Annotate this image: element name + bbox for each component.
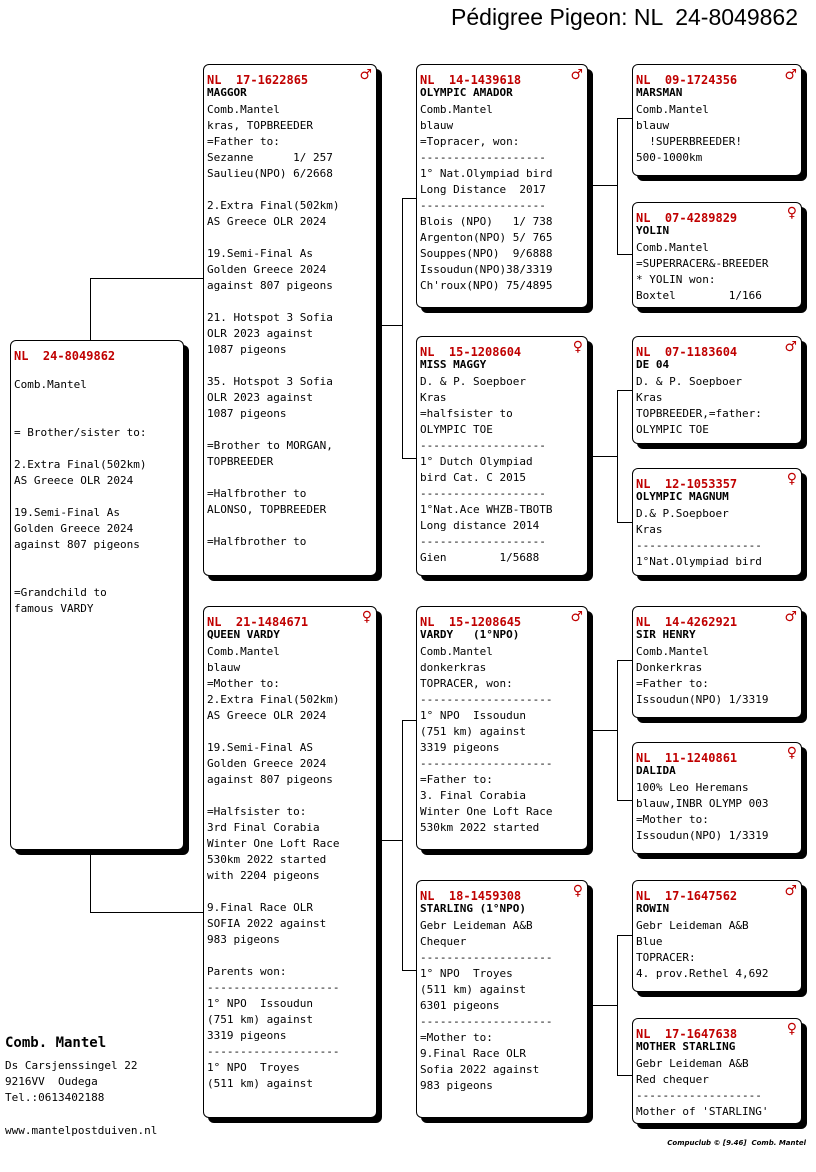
detail-line (207, 182, 339, 198)
connector-line (617, 390, 618, 522)
detail-line: D.& P.Soepboer (636, 507, 729, 520)
footer-credit: Compuclub © [9.46] Comb. Mantel (667, 1139, 806, 1147)
great-grandmother-card (632, 742, 802, 854)
pigeon-name: DALIDA (636, 764, 676, 777)
connector-line (592, 185, 617, 186)
detail-line: Issoudun(NPO)38/3319 (420, 263, 553, 276)
connector-line (402, 970, 416, 971)
detail-line: OLYMPIC TOE (636, 423, 709, 436)
detail-line: Boxtel 1/166 (636, 289, 762, 302)
detail-line: 3rd Final Corabia (207, 821, 320, 834)
detail-line: ------------------- (420, 151, 546, 164)
detail-line: Winter One Loft Race (420, 805, 553, 818)
ring-number: NL 11-1240861 (636, 751, 738, 765)
detail-line: Comb.Mantel (636, 103, 709, 116)
ring-number: NL 18-1459308 (420, 889, 522, 903)
great-grandmother-card (632, 468, 802, 576)
connector-line (402, 720, 403, 970)
detail-line: 21. Hotspot 3 Sofia (207, 311, 333, 324)
connector-line (402, 720, 416, 721)
detail-line (14, 569, 146, 585)
father-card (203, 64, 377, 576)
detail-line: 3. Final Corabia (420, 789, 526, 802)
pigeon-name: MOTHER STARLING (636, 1040, 736, 1053)
female-icon: ♀ (786, 1021, 797, 1037)
ring-number: NL 17-1647638 (636, 1027, 738, 1041)
pigeon-name: VARDY (1°NPO) (420, 628, 520, 641)
detail-line: =Father to: (420, 773, 493, 786)
pigeon-details (636, 780, 768, 844)
detail-line: blauw (207, 661, 241, 674)
detail-line: blauw (420, 119, 454, 132)
detail-line: Souppes(NPO) 9/6888 (420, 247, 553, 260)
pigeon-details (14, 361, 146, 617)
detail-line: 9.Final Race OLR (420, 1047, 526, 1060)
detail-line: = Brother/sister to: (14, 426, 147, 439)
detail-line: Gien 1/5688 (420, 551, 540, 564)
connector-line (592, 730, 617, 731)
detail-line: 3319 pigeons (207, 1029, 287, 1042)
detail-line: Comb.Mantel (207, 103, 280, 116)
detail-line: Issoudun(NPO) 1/3319 (636, 829, 769, 842)
connector-line (617, 118, 633, 119)
detail-line (14, 409, 146, 425)
detail-line: =Halfsister to: (207, 805, 307, 818)
pigeon-details (420, 918, 552, 1094)
detail-line: TOPRACER, won: (420, 677, 513, 690)
connector-line (617, 118, 618, 254)
pigeon-details (636, 1056, 768, 1120)
detail-line: Parents won: (207, 965, 287, 978)
detail-line: OLR 2023 against (207, 391, 313, 404)
detail-line: ------------------- (420, 535, 546, 548)
detail-line: 1°Nat.Olympiad bird (636, 555, 762, 568)
connector-line (90, 278, 91, 340)
detail-line: Blue (636, 935, 663, 948)
detail-line: ALONSO, TOPBREEDER (207, 503, 327, 516)
detail-line: OLR 2023 against (207, 327, 313, 340)
female-icon: ♀ (786, 471, 797, 487)
owner-website[interactable]: www.mantelpostduiven.nl (5, 1124, 158, 1137)
connector-line (617, 390, 633, 391)
detail-line: Kras (636, 523, 663, 536)
connector-line (402, 458, 416, 459)
great-grandfather-card (632, 336, 802, 444)
subject-card (10, 340, 184, 850)
detail-line: Gebr Leideman A&B (420, 919, 533, 932)
male-icon: ♂ (784, 339, 797, 355)
detail-line: 1087 pigeons (207, 407, 287, 420)
detail-line: D. & P. Soepboer (420, 375, 526, 388)
detail-line (14, 441, 146, 457)
detail-line: Saulieu(NPO) 6/2668 (207, 167, 333, 180)
detail-line: Comb.Mantel (420, 103, 493, 116)
detail-line: TOPBREEDER (207, 455, 274, 468)
owner-city: 9216VV Oudega (5, 1075, 98, 1088)
detail-line: Comb.Mantel (636, 645, 709, 658)
ring-number: NL 17-1647562 (636, 889, 738, 903)
pigeon-name: OLYMPIC MAGNUM (636, 490, 729, 503)
detail-line (207, 422, 339, 438)
connector-line (380, 325, 402, 326)
detail-line: Chequer (420, 935, 467, 948)
detail-line: against 807 pigeons (207, 279, 333, 292)
detail-line: Comb.Mantel (636, 241, 709, 254)
detail-line: Argenton(NPO) 5/ 765 (420, 231, 553, 244)
connector-line (90, 278, 204, 279)
owner-address: Ds Carsjenssingel 22 (5, 1059, 138, 1072)
connector-line (617, 660, 618, 800)
detail-line: Kras (636, 391, 663, 404)
ring-number: NL 15-1208645 (420, 615, 522, 629)
detail-line: -------------------- (420, 951, 553, 964)
detail-line: 983 pigeons (420, 1079, 493, 1092)
detail-line: 530km 2022 started (420, 821, 540, 834)
detail-line: =Halfbrother to (207, 535, 307, 548)
detail-line: !SUPERBREEDER! (636, 135, 742, 148)
detail-line (207, 518, 339, 534)
detail-line: -------------------- (207, 981, 340, 994)
detail-line: (511 km) against (420, 983, 526, 996)
ring-number: NL 15-1208604 (420, 345, 522, 359)
pigeon-details (420, 374, 552, 566)
page-title: Pédigree Pigeon: NL 24-8049862 (451, 4, 798, 30)
pigeon-details (420, 102, 552, 294)
pigeon-details (420, 644, 552, 836)
detail-line: 983 pigeons (207, 933, 280, 946)
detail-line (14, 553, 146, 569)
paternal-grandfather-card (416, 64, 588, 308)
detail-line: -------------------- (420, 757, 553, 770)
pigeon-name: QUEEN VARDY (207, 628, 280, 641)
pigeon-details (207, 644, 339, 1092)
owner-name: Comb. Mantel (5, 1035, 107, 1051)
detail-line: Winter One Loft Race (207, 837, 340, 850)
female-icon: ♀ (786, 205, 797, 221)
detail-line (207, 788, 339, 804)
detail-line: ------------------- (636, 539, 762, 552)
detail-line: blauw,INBR OLYMP 003 (636, 797, 769, 810)
male-icon: ♂ (784, 609, 797, 625)
detail-line: =Father to: (207, 135, 280, 148)
detail-line: =Mother to: (636, 813, 709, 826)
ring-number: NL 12-1053357 (636, 477, 738, 491)
detail-line: Long Distance 2017 (420, 183, 546, 196)
detail-line: Ch'roux(NPO) 75/4895 (420, 279, 553, 292)
detail-line: =Topracer, won: (420, 135, 520, 148)
detail-line (14, 393, 146, 409)
detail-line: 1° NPO Troyes (207, 1061, 300, 1074)
connector-line (592, 1005, 617, 1006)
pigeon-name: YOLIN (636, 224, 670, 237)
male-icon: ♂ (359, 67, 372, 83)
ring-number: NL 07-1183604 (636, 345, 738, 359)
detail-line: AS Greece OLR 2024 (14, 474, 134, 487)
female-icon: ♀ (361, 609, 372, 625)
great-grandfather-card (632, 880, 802, 992)
detail-line: 2.Extra Final(502km) (14, 458, 147, 471)
connector-line (90, 912, 204, 913)
connector-line (592, 456, 617, 457)
connector-line (402, 198, 416, 199)
detail-line (207, 948, 339, 964)
detail-line: donkerkras (420, 661, 487, 674)
detail-line: -------------------- (207, 1045, 340, 1058)
detail-line: Sofia 2022 against (420, 1063, 540, 1076)
detail-line: 1° NPO Troyes (420, 967, 513, 980)
pigeon-details (636, 506, 762, 570)
ring-number: NL 14-1439618 (420, 73, 522, 87)
male-icon: ♂ (784, 883, 797, 899)
owner-phone: Tel.:0613402188 (5, 1091, 105, 1104)
detail-line (207, 230, 339, 246)
detail-line: ------------------- (636, 1089, 762, 1102)
connector-line (617, 1075, 633, 1076)
detail-line: Kras (420, 391, 447, 404)
detail-line: Blois (NPO) 1/ 738 (420, 215, 553, 228)
ring-number: NL 14-4262921 (636, 615, 738, 629)
ring-number: NL 07-4289829 (636, 211, 738, 225)
detail-line: kras, TOPBREEDER (207, 119, 313, 132)
pigeon-name: MARSMAN (636, 86, 683, 99)
detail-line: Gebr Leideman A&B (636, 919, 749, 932)
connector-line (617, 254, 633, 255)
paternal-grandmother-card (416, 336, 588, 576)
female-icon: ♀ (572, 339, 583, 355)
detail-line: Comb.Mantel (14, 378, 87, 391)
detail-line: 500-1000km (636, 151, 703, 164)
detail-line: Golden Greece 2024 (14, 522, 134, 535)
connector-line (380, 840, 402, 841)
detail-line (207, 358, 339, 374)
detail-line: (751 km) against (207, 1013, 313, 1026)
maternal-grandmother-card (416, 880, 588, 1118)
great-grandfather-card (632, 64, 802, 176)
detail-line: 19.Semi-Final AS (207, 741, 313, 754)
detail-line: AS Greece OLR 2024 (207, 215, 327, 228)
pigeon-name: DE 04 (636, 358, 670, 371)
pigeon-details (636, 240, 768, 304)
detail-line (207, 470, 339, 486)
male-icon: ♂ (570, 67, 583, 83)
ring-number: NL 24-8049862 (14, 349, 116, 363)
detail-line: Donkerkras (636, 661, 703, 674)
detail-line: D. & P. Soepboer (636, 375, 742, 388)
detail-line: 100% Leo Heremans (636, 781, 749, 794)
detail-line: Mother of 'STARLING' (636, 1105, 769, 1118)
detail-line: famous VARDY (14, 602, 94, 615)
detail-line: -------------------- (420, 693, 553, 706)
connector-line (617, 935, 618, 1075)
detail-line: against 807 pigeons (207, 773, 333, 786)
male-icon: ♂ (784, 67, 797, 83)
detail-line: =SUPERRACER&-BREEDER (636, 257, 769, 270)
detail-line: ------------------- (420, 487, 546, 500)
detail-line: 35. Hotspot 3 Sofia (207, 375, 333, 388)
detail-line: =Brother to MORGAN, (207, 439, 333, 452)
detail-line (14, 361, 146, 377)
detail-line: 2.Extra Final(502km) (207, 199, 340, 212)
detail-line: * YOLIN won: (636, 273, 716, 286)
detail-line: =Mother to: (207, 677, 280, 690)
detail-line: 6301 pigeons (420, 999, 500, 1012)
detail-line: Comb.Mantel (207, 645, 280, 658)
detail-line: 1°Nat.Ace WHZB-TBOTB (420, 503, 553, 516)
connector-line (617, 800, 633, 801)
detail-line: Gebr Leideman A&B (636, 1057, 749, 1070)
detail-line: Red chequer (636, 1073, 709, 1086)
detail-line: -------------------- (420, 1015, 553, 1028)
pigeon-details (207, 102, 339, 550)
detail-line: TOPRACER: (636, 951, 696, 964)
detail-line: Golden Greece 2024 (207, 263, 327, 276)
great-grandfather-card (632, 606, 802, 718)
great-grandmother-card (632, 202, 802, 308)
detail-line: against 807 pigeons (14, 538, 140, 551)
female-icon: ♀ (572, 883, 583, 899)
connector-line (617, 660, 633, 661)
detail-line: OLYMPIC TOE (420, 423, 493, 436)
detail-line: 3319 pigeons (420, 741, 500, 754)
detail-line: 9.Final Race OLR (207, 901, 313, 914)
detail-line: (511 km) against (207, 1077, 313, 1090)
detail-line (207, 724, 339, 740)
detail-line: 19.Semi-Final As (14, 506, 120, 519)
male-icon: ♂ (570, 609, 583, 625)
detail-line: 1° Dutch Olympiad (420, 455, 533, 468)
detail-line: Long distance 2014 (420, 519, 540, 532)
detail-line: =Halfbrother to (207, 487, 307, 500)
pigeon-name: SIR HENRY (636, 628, 696, 641)
pigeon-name: MISS MAGGY (420, 358, 487, 371)
connector-line (617, 522, 633, 523)
mother-card (203, 606, 377, 1118)
pigeon-name: STARLING (1°NPO) (420, 902, 526, 915)
pigeon-name: MAGGOR (207, 86, 247, 99)
detail-line: Sezanne 1/ 257 (207, 151, 333, 164)
detail-line: Issoudun(NPO) 1/3319 (636, 693, 769, 706)
detail-line: 530km 2022 started (207, 853, 327, 866)
detail-line: bird Cat. C 2015 (420, 471, 526, 484)
pigeon-details (636, 374, 762, 438)
pigeon-details (636, 644, 768, 708)
pigeon-details (636, 102, 742, 166)
detail-line: Golden Greece 2024 (207, 757, 327, 770)
connector-line (402, 198, 403, 458)
detail-line: =Mother to: (420, 1031, 493, 1044)
female-icon: ♀ (786, 745, 797, 761)
detail-line: 4. prov.Rethel 4,692 (636, 967, 769, 980)
detail-line: 2.Extra Final(502km) (207, 693, 340, 706)
ring-number: NL 09-1724356 (636, 73, 738, 87)
detail-line: TOPBREEDER,=father: (636, 407, 762, 420)
ring-number: NL 17-1622865 (207, 73, 309, 87)
detail-line (207, 884, 339, 900)
detail-line: 1° NPO Issoudun (420, 709, 526, 722)
pigeon-name: ROWIN (636, 902, 670, 915)
pigeon-details (636, 918, 768, 982)
detail-line: (751 km) against (420, 725, 526, 738)
detail-line: SOFIA 2022 against (207, 917, 327, 930)
detail-line: with 2204 pigeons (207, 869, 320, 882)
detail-line: ------------------- (420, 439, 546, 452)
detail-line: =halfsister to (420, 407, 513, 420)
ring-number: NL 21-1484671 (207, 615, 309, 629)
connector-line (90, 850, 91, 912)
pigeon-name: OLYMPIC AMADOR (420, 86, 513, 99)
detail-line: =Father to: (636, 677, 709, 690)
detail-line (207, 294, 339, 310)
detail-line: 1° NPO Issoudun (207, 997, 313, 1010)
detail-line: AS Greece OLR 2024 (207, 709, 327, 722)
detail-line: blauw (636, 119, 670, 132)
detail-line: 1° Nat.Olympiad bird (420, 167, 553, 180)
detail-line: Comb.Mantel (420, 645, 493, 658)
detail-line: 1087 pigeons (207, 343, 287, 356)
connector-line (617, 935, 633, 936)
detail-line: ------------------- (420, 199, 546, 212)
detail-line (14, 489, 146, 505)
detail-line: 19.Semi-Final As (207, 247, 313, 260)
detail-line: =Grandchild to (14, 586, 107, 599)
maternal-grandfather-card (416, 606, 588, 850)
great-grandmother-card (632, 1018, 802, 1124)
